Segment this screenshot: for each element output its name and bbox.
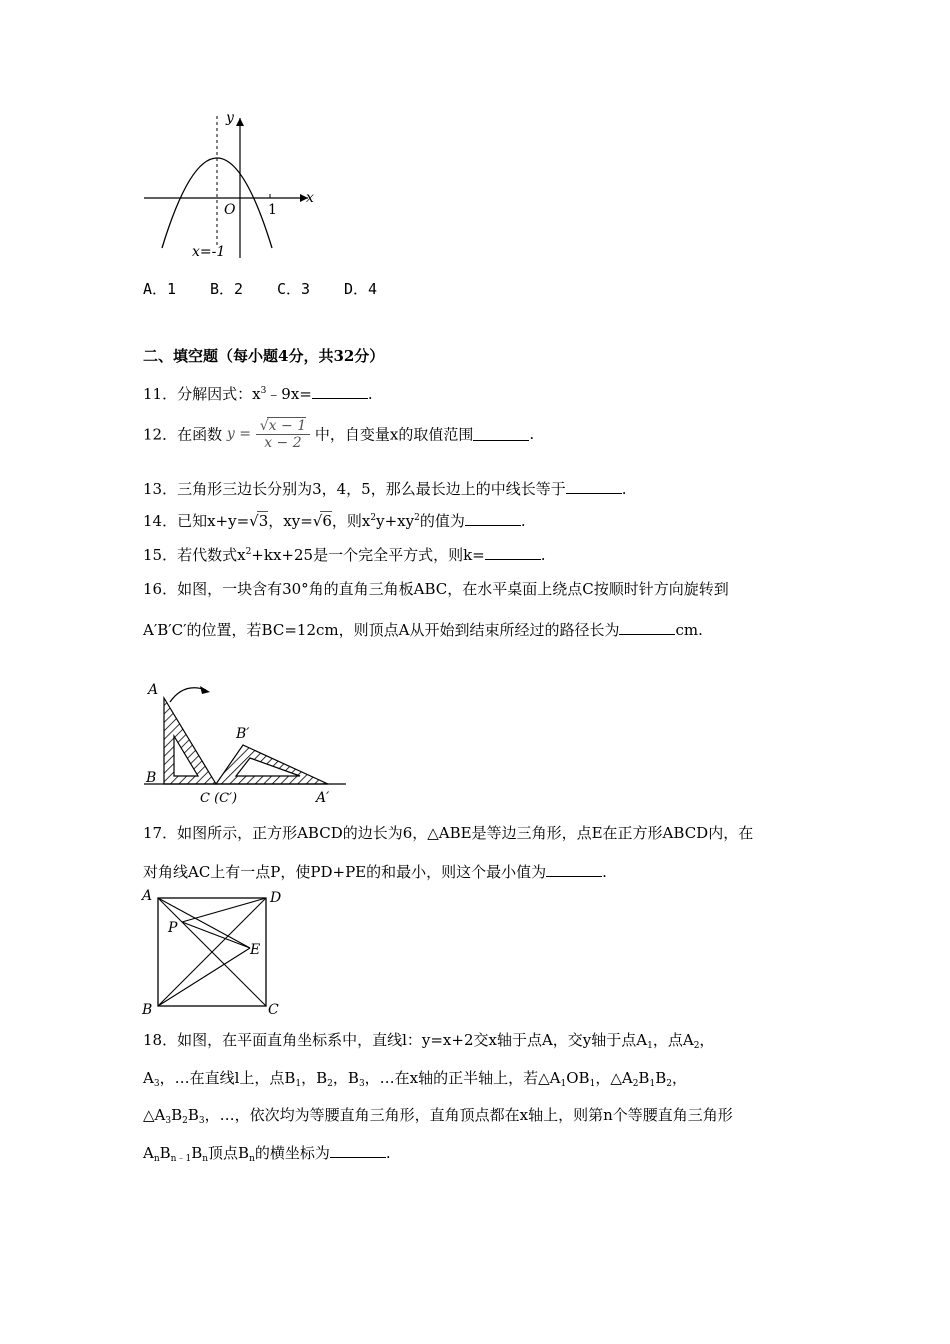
y-label: y	[226, 110, 234, 126]
question-17-line-2: 对角线AC上有一点P，使PD+PE的和最小，则这个最小值为 .	[143, 863, 607, 881]
label-a-prime: A′	[316, 790, 330, 806]
answer-blank[interactable]	[330, 1145, 386, 1158]
question-16-line-1: 16．如图，一块含有30°角的直角三角板ABC，在水平桌面上绕点C按顺时针方向旋转到	[143, 580, 729, 598]
line-be	[158, 948, 250, 1006]
label-a: A	[148, 682, 159, 698]
label-c: C (C′)	[200, 791, 238, 806]
triangle-rotation-figure	[140, 678, 360, 808]
answer-blank[interactable]	[473, 428, 529, 441]
question-18-line-4: $A_nB_{n﹣1}B_n$顶点$B_n$的横坐标为 .	[143, 1144, 391, 1164]
label-b: B	[142, 1002, 153, 1016]
axis-label: x=-1	[192, 244, 226, 260]
rotation-arrow	[170, 688, 206, 702]
answer-blank[interactable]	[619, 622, 675, 635]
triangle-abc-prime	[216, 745, 328, 784]
section-heading: 二、填空题（每小题4分，共32分）	[143, 347, 385, 365]
question-13: 13．三角形三边长分别为3，4，5，那么最长边上的中线长等于 .	[143, 480, 627, 498]
triangle-abc	[164, 698, 216, 784]
answer-blank[interactable]	[485, 547, 541, 560]
label-b: B	[146, 770, 157, 786]
function-formula: y =	[226, 426, 251, 442]
origin-label: O	[224, 202, 236, 218]
label-d: D	[270, 890, 282, 906]
option-b: B．2	[210, 280, 244, 298]
question-14: 14．已知x+y=√3，xy=√6，则$x^2y+xy^2$的值为 .	[143, 512, 526, 530]
parabola-figure	[140, 108, 330, 268]
label-a: A	[142, 888, 153, 904]
question-18-line-3: $\triangle A_3B_2B_3$，…，依次均为等腰直角三角形，直角顶点都在x轴上，则第n个等腰直角三角形	[143, 1106, 733, 1126]
answer-blank[interactable]	[465, 513, 521, 526]
label-p: P	[168, 920, 178, 936]
question-18-line-1: 18．如图，在平面直角坐标系中，直线l：y=x+2交x轴于点A，交y轴于点$A_1$，点$A_2$，	[143, 1031, 715, 1051]
question-16-line-2: A′B′C′的位置，若BC=12cm，则顶点A从开始到结束所经过的路径长为 cm.	[143, 621, 703, 639]
tick-label: 1	[268, 202, 277, 218]
option-d: D．4	[344, 280, 378, 298]
label-e: E	[250, 942, 261, 958]
line-pe	[182, 922, 250, 948]
option-a: A．1	[143, 280, 177, 298]
option-c: C．3	[277, 280, 311, 298]
label-b-prime: B′	[236, 726, 250, 742]
fraction: $\frac{√x - 1}{x - 2}$	[256, 417, 310, 451]
question-11: 11．分解因式：$x^3﹣9x=$ .	[143, 385, 373, 403]
x-label: x	[306, 190, 314, 206]
question-15: 15．若代数式$x^2+kx+25$是一个完全平方式，则k= .	[143, 546, 546, 564]
answer-blank[interactable]	[566, 481, 622, 494]
label-c: C	[268, 1002, 279, 1016]
square-figure	[140, 886, 290, 1016]
answer-blank[interactable]	[312, 386, 368, 399]
answer-blank[interactable]	[546, 864, 602, 877]
question-18-line-2: $A_3$，…在直线l上，点$B_1$，$B_2$，$B_3$，…在x轴的正半轴上，若$\triangle A_1OB_1$，$\triangle A_2B_1B_2$，	[143, 1069, 687, 1089]
question-12: 12．在函数 y = $\frac{√x - 1}{x - 2}$ 中，自变量x的取值范围 .	[143, 418, 535, 451]
question-17-line-1: 17．如图所示，正方形ABCD的边长为6，△ABE是等边三角形，点E在正方形ABCD内，在	[143, 824, 754, 842]
